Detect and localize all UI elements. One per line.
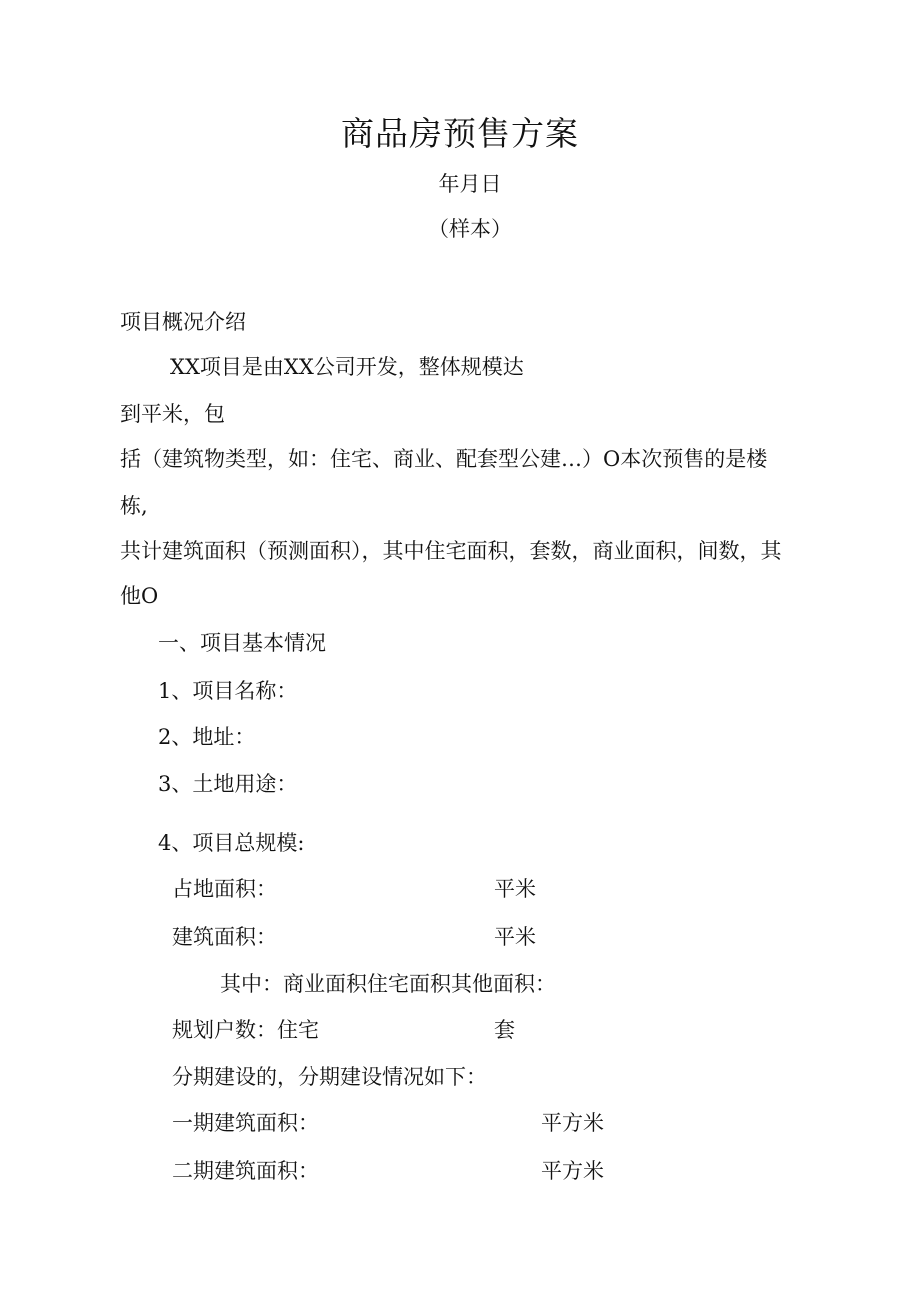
sample-line: （样本） [428,217,512,241]
phase1-area-unit: 平方米 [541,1111,604,1135]
item-project-name: 1、项目名称： [158,679,298,703]
section-heading-basic-info: 一、项目基本情况 [158,631,326,655]
overview-paragraph-line-6: 他O [120,584,159,608]
phase2-area-label: 二期建筑面积： [172,1159,319,1183]
document-title: 商品房预售方案 [341,114,579,153]
item-total-scale: 4、项目总规模: [158,831,305,855]
overview-paragraph-line-2: 到平米，包 [120,402,225,426]
households-label: 规划户数：住宅 [172,1018,319,1042]
overview-paragraph-line-3: 括（建筑物类型，如：住宅、商业、配套型公建…）O本次预售的是楼 [120,447,768,471]
households-unit: 套 [494,1018,515,1042]
phased-construction: 分期建设的，分期建设情况如下： [172,1065,487,1089]
item-address: 2、地址： [158,725,256,749]
building-area-label: 建筑面积： [172,925,277,949]
phase2-area-unit: 平方米 [541,1159,604,1183]
building-area-unit: 平米 [494,925,536,949]
item-land-use: 3、土地用途： [158,772,298,796]
overview-paragraph-line-1: XX项目是由XX公司开发，整体规模达 [170,355,524,379]
area-breakdown: 其中：商业面积住宅面积其他面积： [220,972,556,996]
land-area-unit: 平米 [494,877,536,901]
overview-heading: 项目概况介绍 [120,310,246,334]
overview-paragraph-line-5: 共计建筑面积（预测面积），其中住宅面积，套数，商业面积，间数，其 [120,539,782,563]
phase1-area-label: 一期建筑面积： [172,1111,319,1135]
land-area-label: 占地面积： [172,877,277,901]
overview-paragraph-line-4: 栋, [120,494,148,518]
date-line: 年月日 [438,172,502,196]
